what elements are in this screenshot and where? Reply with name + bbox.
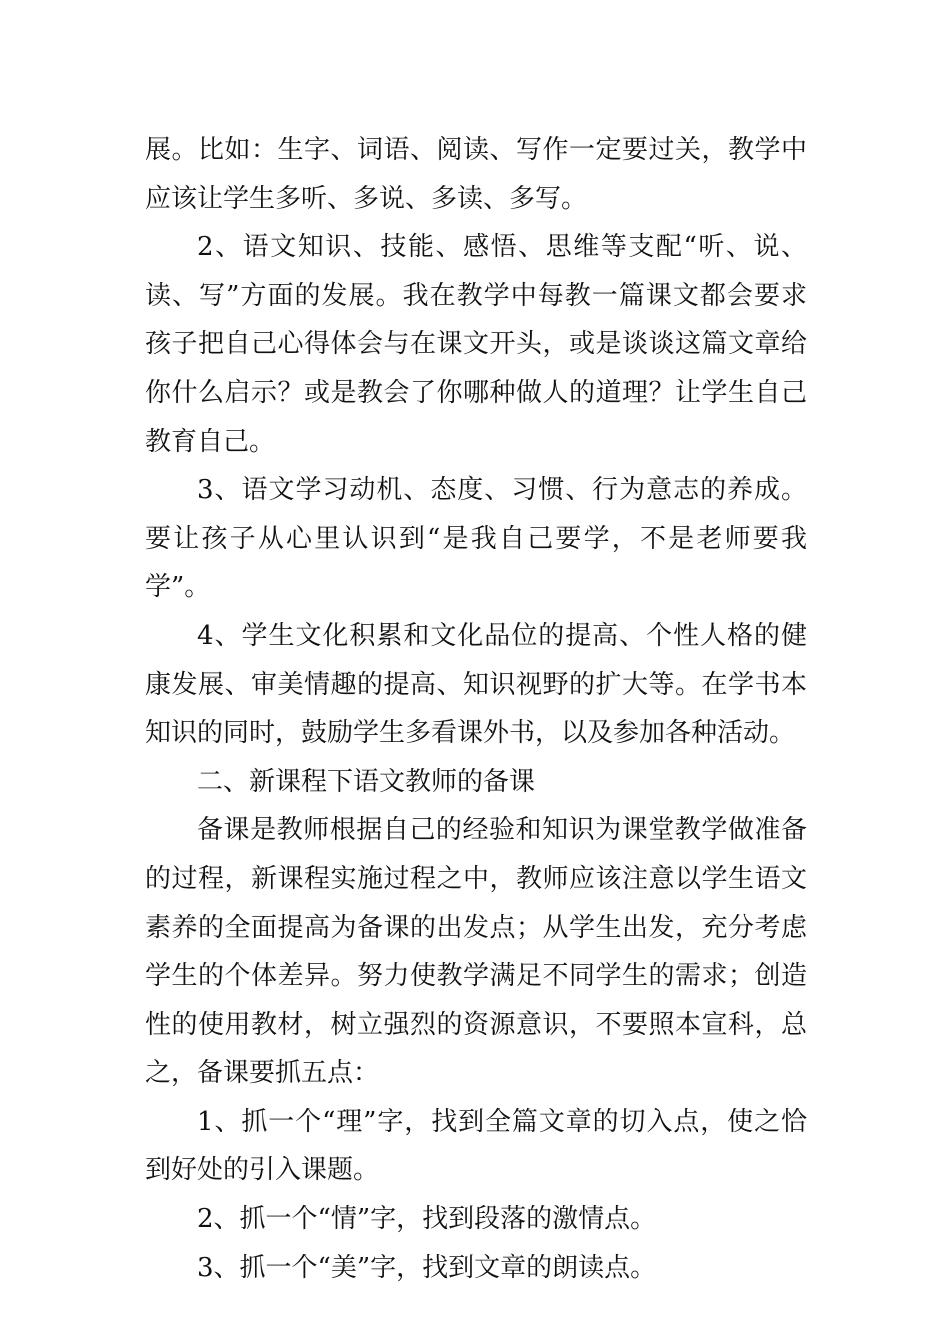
paragraph-lesson-prep-intro: 备课是教师根据自己的经验和知识为课堂教学做准备的过程，新课程实施过程之中，教师应该注意以学生语文素养的全面提高为备课的出发点；从学生出发，充分考虑学生的个体差异。努力使教学满足不同学生的需求；创造性的使用教材，树立强烈的资源意识，不要照本宣科，总之，备课要抓五点： [145, 815, 807, 1089]
document-body [145, 126, 807, 1292]
paragraph-prep-point-3: 3、抓一个“美”字，找到文章的朗读点。 [197, 1252, 657, 1283]
paragraph-prep-point-2: 2、抓一个“情”字，找到段落的激情点。 [197, 1204, 657, 1235]
paragraph-point-2: 2、语文知识、技能、感悟、思维等支配“听、说、读、写”方面的发展。我在教学中每教一篇课文都会要求孩子把自己心得体会与在课文开头，或是谈谈这篇文章给你什么启示？或是教会了你哪种做人的道理？让学生自己教育自己。 [145, 232, 807, 457]
paragraph-prep-point-1: 1、抓一个“理”字，找到全篇文章的切入点，使之恰到好处的引入课题。 [145, 1106, 807, 1186]
section-heading-lesson-prep: 二、新课程下语文教师的备课 [197, 766, 536, 797]
paragraph-continuation: 展。比如：生字、词语、阅读、写作一定要过关，教学中应该让学生多听、多说、多读、多写。 [145, 135, 807, 214]
paragraph-point-3: 3、语文学习动机、态度、习惯、行为意志的养成。要让孩子从心里认识到“是我自己要学，不是老师要我学”。 [145, 475, 807, 603]
paragraph-point-4: 4、学生文化积累和文化品位的提高、个性人格的健康发展、审美情趣的提高、知识视野的扩大等。在学书本知识的同时，鼓励学生多看课外书，以及参加各种活动。 [145, 620, 807, 749]
